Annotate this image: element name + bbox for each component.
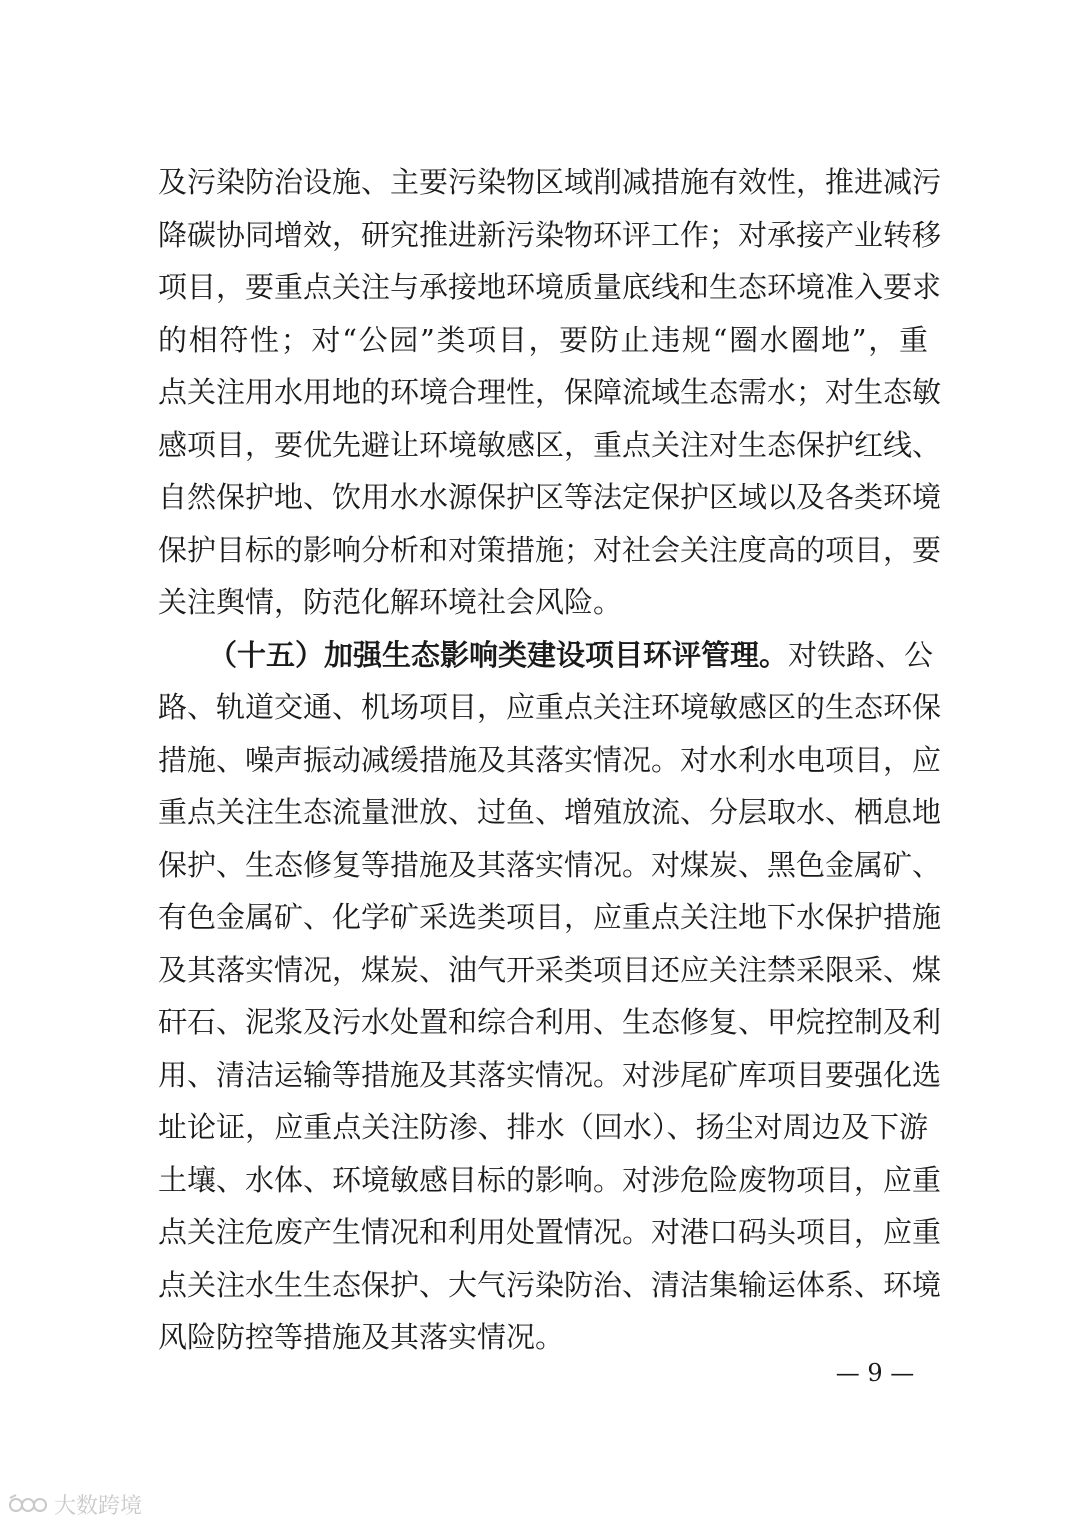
text-span: 对铁路、公	[788, 637, 934, 672]
logo-icon	[8, 1492, 48, 1516]
text-line: 保护目标的影响分析和对策措施；对社会关注度高的项目，要	[158, 532, 942, 567]
text-line: 点关注用水用地的环境合理性，保障流域生态需水；对生态敏	[158, 375, 942, 409]
text-line: 保护、生态修复等措施及其落实情况。对煤炭、黑色金属矿、	[158, 847, 942, 882]
text-line: 感项目，要优先避让环境敏感区，重点关注对生态保护红线、	[158, 427, 942, 462]
text-line: 重点关注生态流量泄放、过鱼、增殖放流、分层取水、栖息地	[158, 795, 942, 829]
text-line: 有色金属矿、化学矿采选类项目，应重点关注地下水保护措施	[158, 900, 942, 934]
text-line: 措施、噪声振动减缓措施及其落实情况。对水利水电项目，应	[158, 742, 942, 777]
watermark-text: 大数跨境	[54, 1493, 143, 1519]
text-line: 点关注水生生态保护、大气污染防治、清洁集输运体系、环境	[158, 1267, 942, 1302]
text-line: 路、轨道交通、机场项目，应重点关注环境敏感区的生态环保	[158, 690, 942, 724]
text-line: 土壤、水体、环境敏感目标的影响。对涉危险废物项目，应重	[158, 1162, 942, 1197]
text-line: 用、清洁运输等措施及其落实情况。对涉尾矿库项目要强化选	[158, 1057, 942, 1092]
body-text	[158, 160, 942, 1368]
text-line: 自然保护地、饮用水水源保护区等法定保护区域以及各类环境	[158, 480, 942, 514]
text-line: 矸石、泥浆及污水处置和综合利用、生态修复、甲烷控制及利	[158, 1005, 942, 1039]
page-number: — 9 —	[835, 1359, 915, 1387]
text-line: 降碳协同增效，研究推进新污染物环评工作；对承接产业转移	[158, 217, 942, 252]
text-line: 址论证，应重点关注防渗、排水（回水）、扬尘对周边及下游	[158, 1110, 928, 1144]
text-line: 及污染防治设施、主要污染物区域削减措施有效性，推进减污	[158, 165, 942, 199]
paragraph-heading-line	[158, 633, 934, 686]
section-heading: （十五）加强生态影响类建设项目环评管理。	[208, 637, 789, 672]
text-line: 风险防控等措施及其落实情况。	[158, 1320, 565, 1354]
text-line: 的相符性；对“公园”类项目，要防止违规“圈水圈地”，重	[158, 322, 928, 357]
text-line: 及其落实情况，煤炭、油气开采类项目还应关注禁采限采、煤	[158, 952, 942, 987]
text-line: 项目，要重点关注与承接地环境质量底线和生态环境准入要求	[158, 270, 942, 304]
watermark	[8, 1490, 142, 1518]
text-line: 点关注危废产生情况和利用处置情况。对港口码头项目，应重	[158, 1215, 942, 1249]
text-line: 关注舆情，防范化解环境社会风险。	[158, 585, 623, 619]
